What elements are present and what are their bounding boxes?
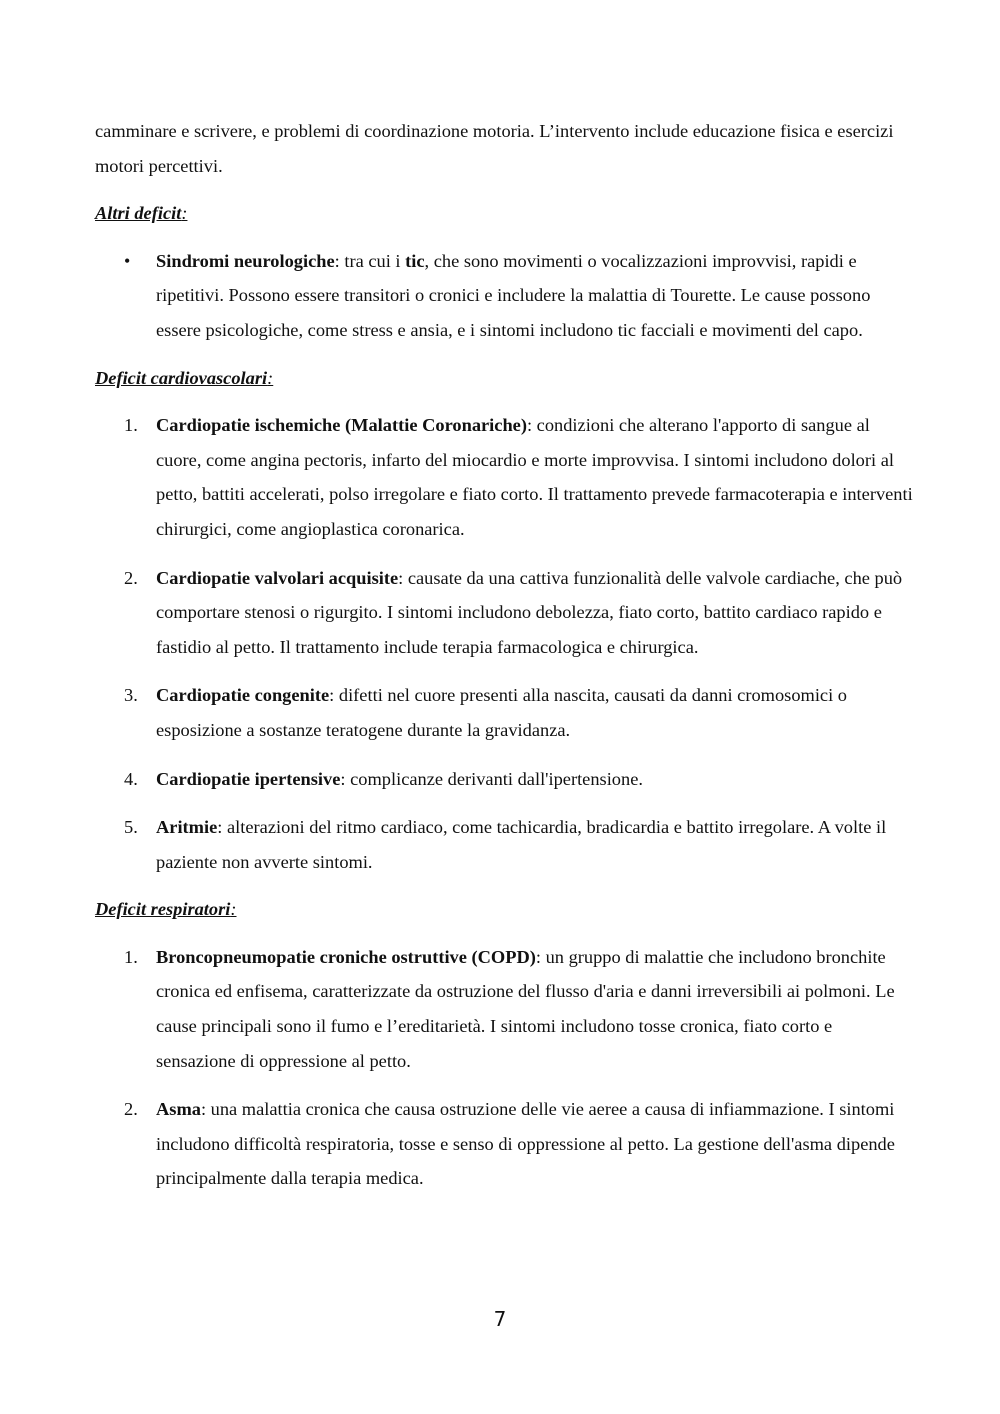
item-text: : difetti nel cuore presenti alla nascita, causati da danni cromosomici o esposizione a sostanze teratogene durante la gravidanza. — [156, 685, 847, 740]
list-number: 2. — [124, 1099, 138, 1120]
item-text: : causate da una cattiva funzionalità delle valvole cardiache, che può comportare stenosi o rigurgito. I sintomi includono debolezza, fiato corto, battito cardiaco rapido e fastidio al petto. Il trattamento include terapia farmacologica e chirurgica. — [156, 567, 903, 657]
list-item — [95, 1092, 915, 1196]
list-number: 5. — [124, 817, 138, 838]
item-text: : condizioni che alterano l'apporto di sangue al cuore, come angina pectoris, infarto del miocardio e morte improvvisa. I sintomi includono dolori al petto, battiti accelerati, polso irregolare e fiato corto. Il trattamento prevede farmacoterapia e interventi chirurgici, come angioplastica coronarica. — [156, 415, 913, 539]
item-term: Cardiopatie congenite — [156, 685, 330, 706]
item-term: Sindromi neurologiche — [156, 250, 335, 271]
list-item — [95, 678, 915, 747]
intro-paragraph: camminare e scrivere, e problemi di coordinazione motoria. L’intervento include educazione fisica e esercizi motori percettivi. — [95, 121, 894, 176]
item-text: : tra cui i — [334, 250, 406, 271]
list-number: 1. — [124, 415, 138, 436]
item-text: : un gruppo di malattie che includono bronchite cronica ed enfisema, caratterizzate da ostruzione del flusso d'aria e danni irreversibili ai polmoni. Le cause principali sono il fumo e l’ereditarietà. I sintomi includono tosse cronica, fiato corto e sensazione di oppressione al petto. — [156, 946, 895, 1071]
item-text: , che sono movimenti o vocalizzazioni improvvisi, rapidi e ripetitivi. Possono essere transitori o cronici e includere la malattia di Tourette. Le cause possono essere psicologiche, come stress e ansia, e i sintomi includono tic facciali e movimenti del capo. — [156, 250, 871, 340]
heading-colon: : — [230, 899, 237, 920]
item-text: : alterazioni del ritmo cardiaco, come tachicardia, bradicardia e battito irregolare. A volte il paziente non avverte sintomi. — [156, 817, 887, 872]
item-inline-term: tic — [405, 250, 425, 271]
item-term: Aritmie — [156, 817, 218, 838]
item-term: Asma — [156, 1099, 201, 1120]
bullet-list-altri-deficit — [95, 244, 915, 348]
list-item — [95, 940, 915, 1078]
item-term: Cardiopatie valvolari acquisite — [156, 567, 399, 588]
numbered-list-respiratori — [95, 940, 915, 1196]
section-heading-text: Deficit cardiovascolari — [95, 367, 268, 388]
section-heading-deficit-cardiovascolari — [95, 361, 915, 396]
list-item — [95, 408, 915, 546]
item-text: : complicanze derivanti dall'ipertensione. — [340, 768, 643, 789]
numbered-list-cardiovascolari — [95, 408, 915, 879]
section-heading-deficit-respiratori — [95, 892, 915, 927]
list-number: 2. — [124, 567, 138, 588]
page-content — [95, 114, 915, 1209]
item-text: : una malattia cronica che causa ostruzione delle vie aeree a causa di infiammazione. I sintomi includono difficoltà respiratoria, tosse e senso di oppressione al petto. La gestione dell'asma dipende principalmente dalla terapia medica. — [156, 1099, 895, 1189]
heading-colon: : — [267, 367, 274, 388]
section-heading-text: Altri deficit — [95, 203, 182, 224]
list-number: 1. — [124, 946, 138, 967]
list-item — [95, 762, 915, 797]
list-number: 3. — [124, 685, 138, 706]
list-item — [95, 561, 915, 665]
item-term: Broncopneumopatie croniche ostruttive (COPD) — [156, 946, 536, 967]
heading-colon: : — [181, 203, 188, 224]
list-item — [95, 244, 915, 348]
section-heading-altri-deficit — [95, 196, 915, 231]
bullet-marker: • — [124, 250, 131, 271]
item-term: Cardiopatie ischemiche (Malattie Coronariche) — [156, 415, 527, 436]
page-number: 7 — [493, 1307, 507, 1331]
section-heading-text: Deficit respiratori — [95, 899, 231, 920]
list-item — [95, 810, 915, 879]
list-number: 4. — [124, 768, 138, 789]
item-term: Cardiopatie ipertensive — [156, 768, 341, 789]
